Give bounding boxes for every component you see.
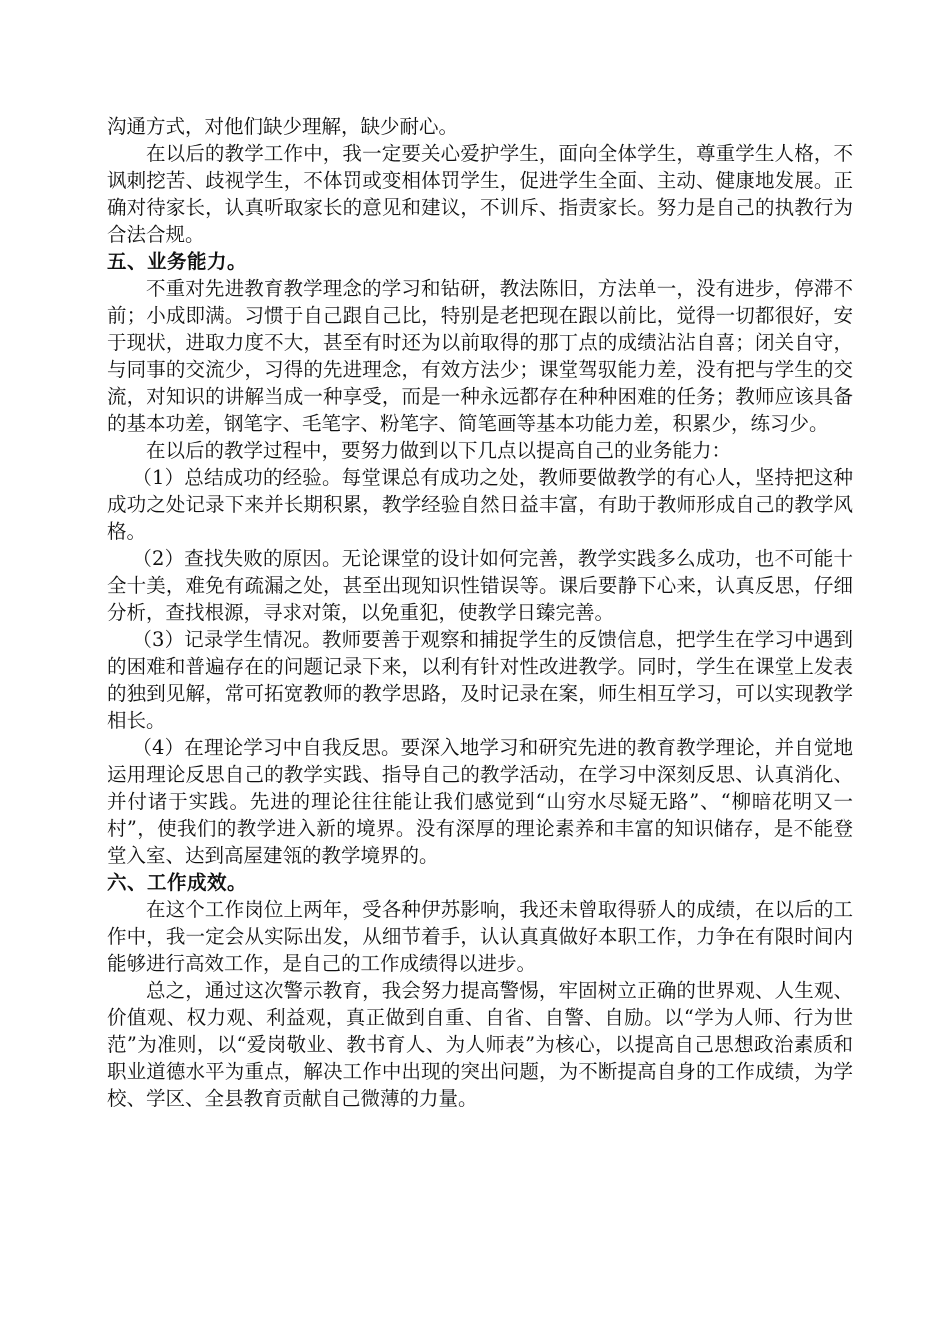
list-item-record-students: （3）记录学生情况。教师要善于观察和捕捉学生的反馈信息，把学生在学习中遇到的困难和普遍存在的问题记录下来，以利有针对性改进教学。同时，学生在课堂上发表的独到见解，常可拓宽教师的教学思路，及时记录在案，师生相互学习，可以实现教学相长。 [107,628,853,732]
list-item-summarize-success: （1）总结成功的经验。每堂课总有成功之处，教师要做教学的有心人，坚持把这种成功之处记录下来并长期积累，教学经验自然日益丰富，有助于教师形成自己的教学风格。 [107,466,853,543]
section-heading-business-ability: 五、业务能力。 [107,250,248,273]
section-heading-work-results: 六、工作成效。 [107,871,248,894]
paragraph-conclusion: 总之，通过这次警示教育，我会努力提高警惕，牢固树立正确的世界观、人生观、价值观、权力观、利益观，真正做到自重、自省、自警、自励。以“学为人师、行为世范”为准则，以“爱岗敬业、教书育人、为人师表”为核心，以提高自己思想政治素质和职业道德水平为重点，解决工作中出现的突出问题，为不断提高自身的工作成绩，为学校、学区、全县教育贡献自己微薄的力量。 [107,979,853,1110]
list-item-find-failure: （2）查找失败的原因。无论课堂的设计如何完善，教学实践多么成功，也不可能十全十美，难免有疏漏之处，甚至出现知识性错误等。课后要静下心来，认真反思，仔细分析，查找根源，寻求对策，以免重犯，使教学日臻完善。 [107,547,853,624]
paragraph-business-intro: 在以后的教学过程中，要努力做到以下几点以提高自己的业务能力： [146,439,732,462]
document-page [107,113,853,1112]
paragraph-work-results: 在这个工作岗位上两年，受各种伊苏影响，我还未曾取得骄人的成绩，在以后的工作中，我一定会从实际出发，从细节着手，认认真真做好本职工作，力争在有限时间内能够进行高效工作，是自己的工作成绩得以进步。 [107,898,853,975]
paragraph-continuation: 沟通方式，对他们缺少理解，缺少耐心。 [107,115,459,138]
list-item-theory-reflection: （4）在理论学习中自我反思。要深入地学习和研究先进的教育教学理论，并自觉地运用理论反思自己的教学实践、指导自己的教学活动，在学习中深刻反思、认真消化、并付诸于实践。先进的理论往往能让我们感觉到“山穷水尽疑无路”、“柳暗花明又一村”，使我们的教学进入新的境界。没有深厚的理论素养和丰富的知识储存，是不能登堂入室、达到高屋建瓴的教学境界的。 [107,736,853,867]
paragraph-teaching-attitude: 在以后的教学工作中，我一定要关心爱护学生，面向全体学生，尊重学生人格，不讽刺挖苦、歧视学生，不体罚或变相体罚学生，促进学生全面、主动、健康地发展。正确对待家长，认真听取家长的意见和建议，不训斥、指责家长。努力是自己的执教行为合法合规。 [107,142,853,246]
paragraph-business-problems: 不重对先进教育教学理念的学习和钻研，教法陈旧，方法单一，没有进步，停滞不前；小成即满。习惯于自己跟自己比，特别是老把现在跟以前比，觉得一切都很好，安于现状，进取力度不大，甚至有时还为以前取得的那丁点的成绩沾沾自喜；闭关自守，与同事的交流少，习得的先进理念，有效方法少；课堂驾驭能力差，没有把与学生的交流，对知识的讲解当成一种享受，而是一种永远都存在种种困难的任务；教师应该具备的基本功差，钢笔字、毛笔字、粉笔字、简笔画等基本功能力差，积累少，练习少。 [107,277,853,435]
